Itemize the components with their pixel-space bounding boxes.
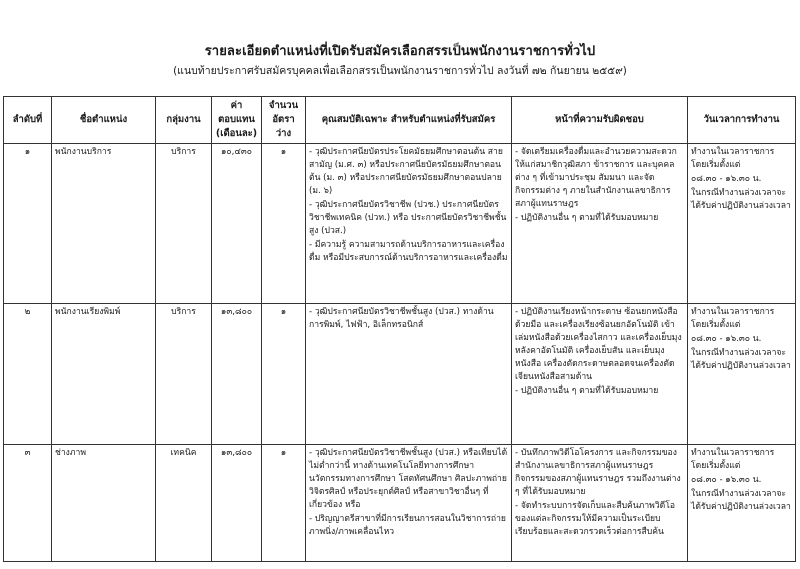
row-position: ช่างภาพ bbox=[52, 445, 156, 562]
row-quota: ๑ bbox=[262, 304, 306, 445]
row-qualifications bbox=[306, 304, 512, 445]
header-salary: ค่าตอบแทน (เดือนละ) bbox=[212, 97, 262, 144]
row-group: บริการ bbox=[156, 304, 212, 445]
duty-item: - ปฏิบัติงานอื่น ๆ ตามที่ได้รับมอบหมาย bbox=[515, 213, 659, 223]
table-header-row bbox=[4, 97, 796, 144]
qualification-item: - ปริญญาตรีสาขาที่มีการเรียนการสอนในวิชาการถ่ายภาพนิ่ง/ภาพเคลื่อนไหว bbox=[309, 514, 506, 537]
qualification-item: - วุฒิประกาศนียบัตรวิชาชีพชั้นสูง (ปวส.) หรือเทียบได้ไม่ต่ำกว่านี้ ทางด้านเทคโนโลยีทางการศึกษา นวัตกรรมทางการศึกษา โสตทัศนศึกษา ศิลปะภาพถ่าย วิจิตรศิลป์ หรือประยุกต์ศิลป์ หรือสาขาวิชาอื่นๆ ที่เกี่ยวข้อง หรือ bbox=[309, 448, 508, 510]
duty-item: - จัดเตรียมเครื่องดื่มและอำนวยความสะดวกให้แก่สมาชิกวุฒิสภา ข้าราชการ และบุคคลต่าง ๆ ที่เข้ามาประชุม สัมมนา และจัดกิจกรรมต่าง ๆ ภายในสำนักงานเลขาธิการสภาผู้แทนราษฎร bbox=[515, 147, 677, 209]
hours-item: ในกรณีทำงานล่วงเวลาจะได้รับค่าปฏิบัติงานล่วงเวลา bbox=[691, 188, 791, 211]
hours-item: ในกรณีทำงานล่วงเวลาจะได้รับค่าปฏิบัติงานล่วงเวลา bbox=[691, 489, 791, 512]
row-duties bbox=[512, 304, 688, 445]
hours-item: ทำงานในเวลาราชการ โดยเริ่มตั้งแต่ bbox=[691, 307, 775, 330]
row-duties bbox=[512, 445, 688, 562]
qualification-item: - วุฒิประกาศนียบัตรประโยคมัธยมศึกษาตอนต้น สายสามัญ (ม.ศ. ๓) หรือประกาศนียบัตรมัธยมศึกษาตอนต้น (ม. ๓) หรือประกาศนียบัตรมัธยมศึกษาตอนปลาย (ม. ๖) bbox=[309, 147, 503, 196]
table-row bbox=[4, 445, 796, 562]
row-position: พนักงานเรียงพิมพ์ bbox=[52, 304, 156, 445]
hours-item: ทำงานในเวลาราชการ โดยเริ่มตั้งแต่ bbox=[691, 448, 775, 471]
hours-item: ในกรณีทำงานล่วงเวลาจะได้รับค่าปฏิบัติงานล่วงเวลา bbox=[691, 348, 791, 371]
row-quota: ๑ bbox=[262, 144, 306, 304]
row-salary: ๑๐,๔๓๐ bbox=[212, 144, 262, 304]
hours-item: ๐๘.๓๐ - ๑๖.๓๐ น. bbox=[691, 174, 762, 184]
row-no: ๓ bbox=[4, 445, 52, 562]
qualification-item: - มีความรู้ ความสามารถด้านบริการอาหารและเครื่องดื่ม หรือมีประสบการณ์ด้านบริการอาหารและเครื่องดื่ม bbox=[309, 240, 508, 263]
row-qualifications bbox=[306, 144, 512, 304]
duty-item: - จัดทำระบบการจัดเก็บและสืบค้นภาพวิดีโอของแต่ละกิจกรรมให้มีความเป็นระเบียบเรียบร้อยและสะดวกรวดเร็วต่อการสืบค้น bbox=[515, 501, 676, 537]
qualification-item: - วุฒิประกาศนียบัตรวิชาชีพชั้นสูง (ปวส.) ทางด้านการพิมพ์, ไฟฟ้า, อิเล็กทรอนิกส์ bbox=[309, 307, 494, 330]
duty-item: - บันทึกภาพวิดีโอโครงการ และกิจกรรมของสำนักงานเลขาธิการสภาผู้แทนราษฎร กิจกรรมของสภาผู้แทนราษฎร รวมถึงงานต่าง ๆ ที่ได้รับมอบหมาย bbox=[515, 448, 681, 497]
row-duties bbox=[512, 144, 688, 304]
duty-item: - ปฏิบัติงานเรียงหน้ากระดาษ ซ้อนยกหนังสือด้วยมือ และเครื่องเรียงซ้อนยกอัตโนมัติ เข้าเล่มหนังสือด้วยเครื่องไสกาว และเครื่องเย็บมุงหลังคาอัตโนมัติ เครื่องเย็บสัน และเย็บมุงหนังสือ เครื่องตัดกระดาษตลอดจนเครื่องตัดเจียนหนังสือสามด้าน bbox=[515, 307, 682, 382]
hours-item: ๐๘.๓๐ - ๑๖.๓๐ น. bbox=[691, 475, 762, 485]
row-group: บริการ bbox=[156, 144, 212, 304]
table-row bbox=[4, 144, 796, 304]
row-no: ๑ bbox=[4, 144, 52, 304]
row-salary: ๑๓,๘๐๐ bbox=[212, 304, 262, 445]
row-hours bbox=[688, 144, 796, 304]
row-quota: ๑ bbox=[262, 445, 306, 562]
positions-table bbox=[3, 96, 796, 562]
row-no: ๒ bbox=[4, 304, 52, 445]
qualification-item: - วุฒิประกาศนียบัตรวิชาชีพ (ปวช.) ประกาศนียบัตรวิชาชีพเทคนิค (ปวท.) หรือ ประกาศนียบัตรวิชาชีพชั้นสูง (ปวส.) bbox=[309, 200, 507, 236]
row-group: เทคนิค bbox=[156, 445, 212, 562]
row-hours bbox=[688, 304, 796, 445]
duty-item: - ปฏิบัติงานอื่น ๆ ตามที่ได้รับมอบหมาย bbox=[515, 386, 659, 396]
hours-item: ๐๘.๓๐ - ๑๖.๓๐ น. bbox=[691, 334, 762, 344]
table-row bbox=[4, 304, 796, 445]
hours-item: ทำงานในเวลาราชการ โดยเริ่มตั้งแต่ bbox=[691, 147, 775, 170]
row-position: พนักงานบริการ bbox=[52, 144, 156, 304]
header-quota: จำนวน อัตราว่าง bbox=[262, 97, 306, 144]
row-salary: ๑๓,๘๐๐ bbox=[212, 445, 262, 562]
header-duties: หน้าที่ความรับผิดชอบ bbox=[512, 97, 688, 144]
document-subtitle: (แนบท้ายประกาศรับสมัครบุคคลเพื่อเลือกสรรเป็นพนักงานราชการทั่วไป ลงวันที่ ๗๒ กันยายน ๒๕๕๙) bbox=[173, 65, 627, 77]
header-position: ชื่อตำแหน่ง bbox=[52, 97, 156, 144]
header-hours: วันเวลาการทำงาน bbox=[688, 97, 796, 144]
row-qualifications bbox=[306, 445, 512, 562]
header-no: ลำดับที่ bbox=[4, 97, 52, 144]
header-group: กลุ่มงาน bbox=[156, 97, 212, 144]
row-hours bbox=[688, 445, 796, 562]
header-qualifications: คุณสมบัติเฉพาะ สำหรับตำแหน่งที่รับสมัคร bbox=[306, 97, 512, 144]
document-title: รายละเอียดตำแหน่งที่เปิดรับสมัครเลือกสรรเป็นพนักงานราชการทั่วไป bbox=[204, 44, 596, 59]
